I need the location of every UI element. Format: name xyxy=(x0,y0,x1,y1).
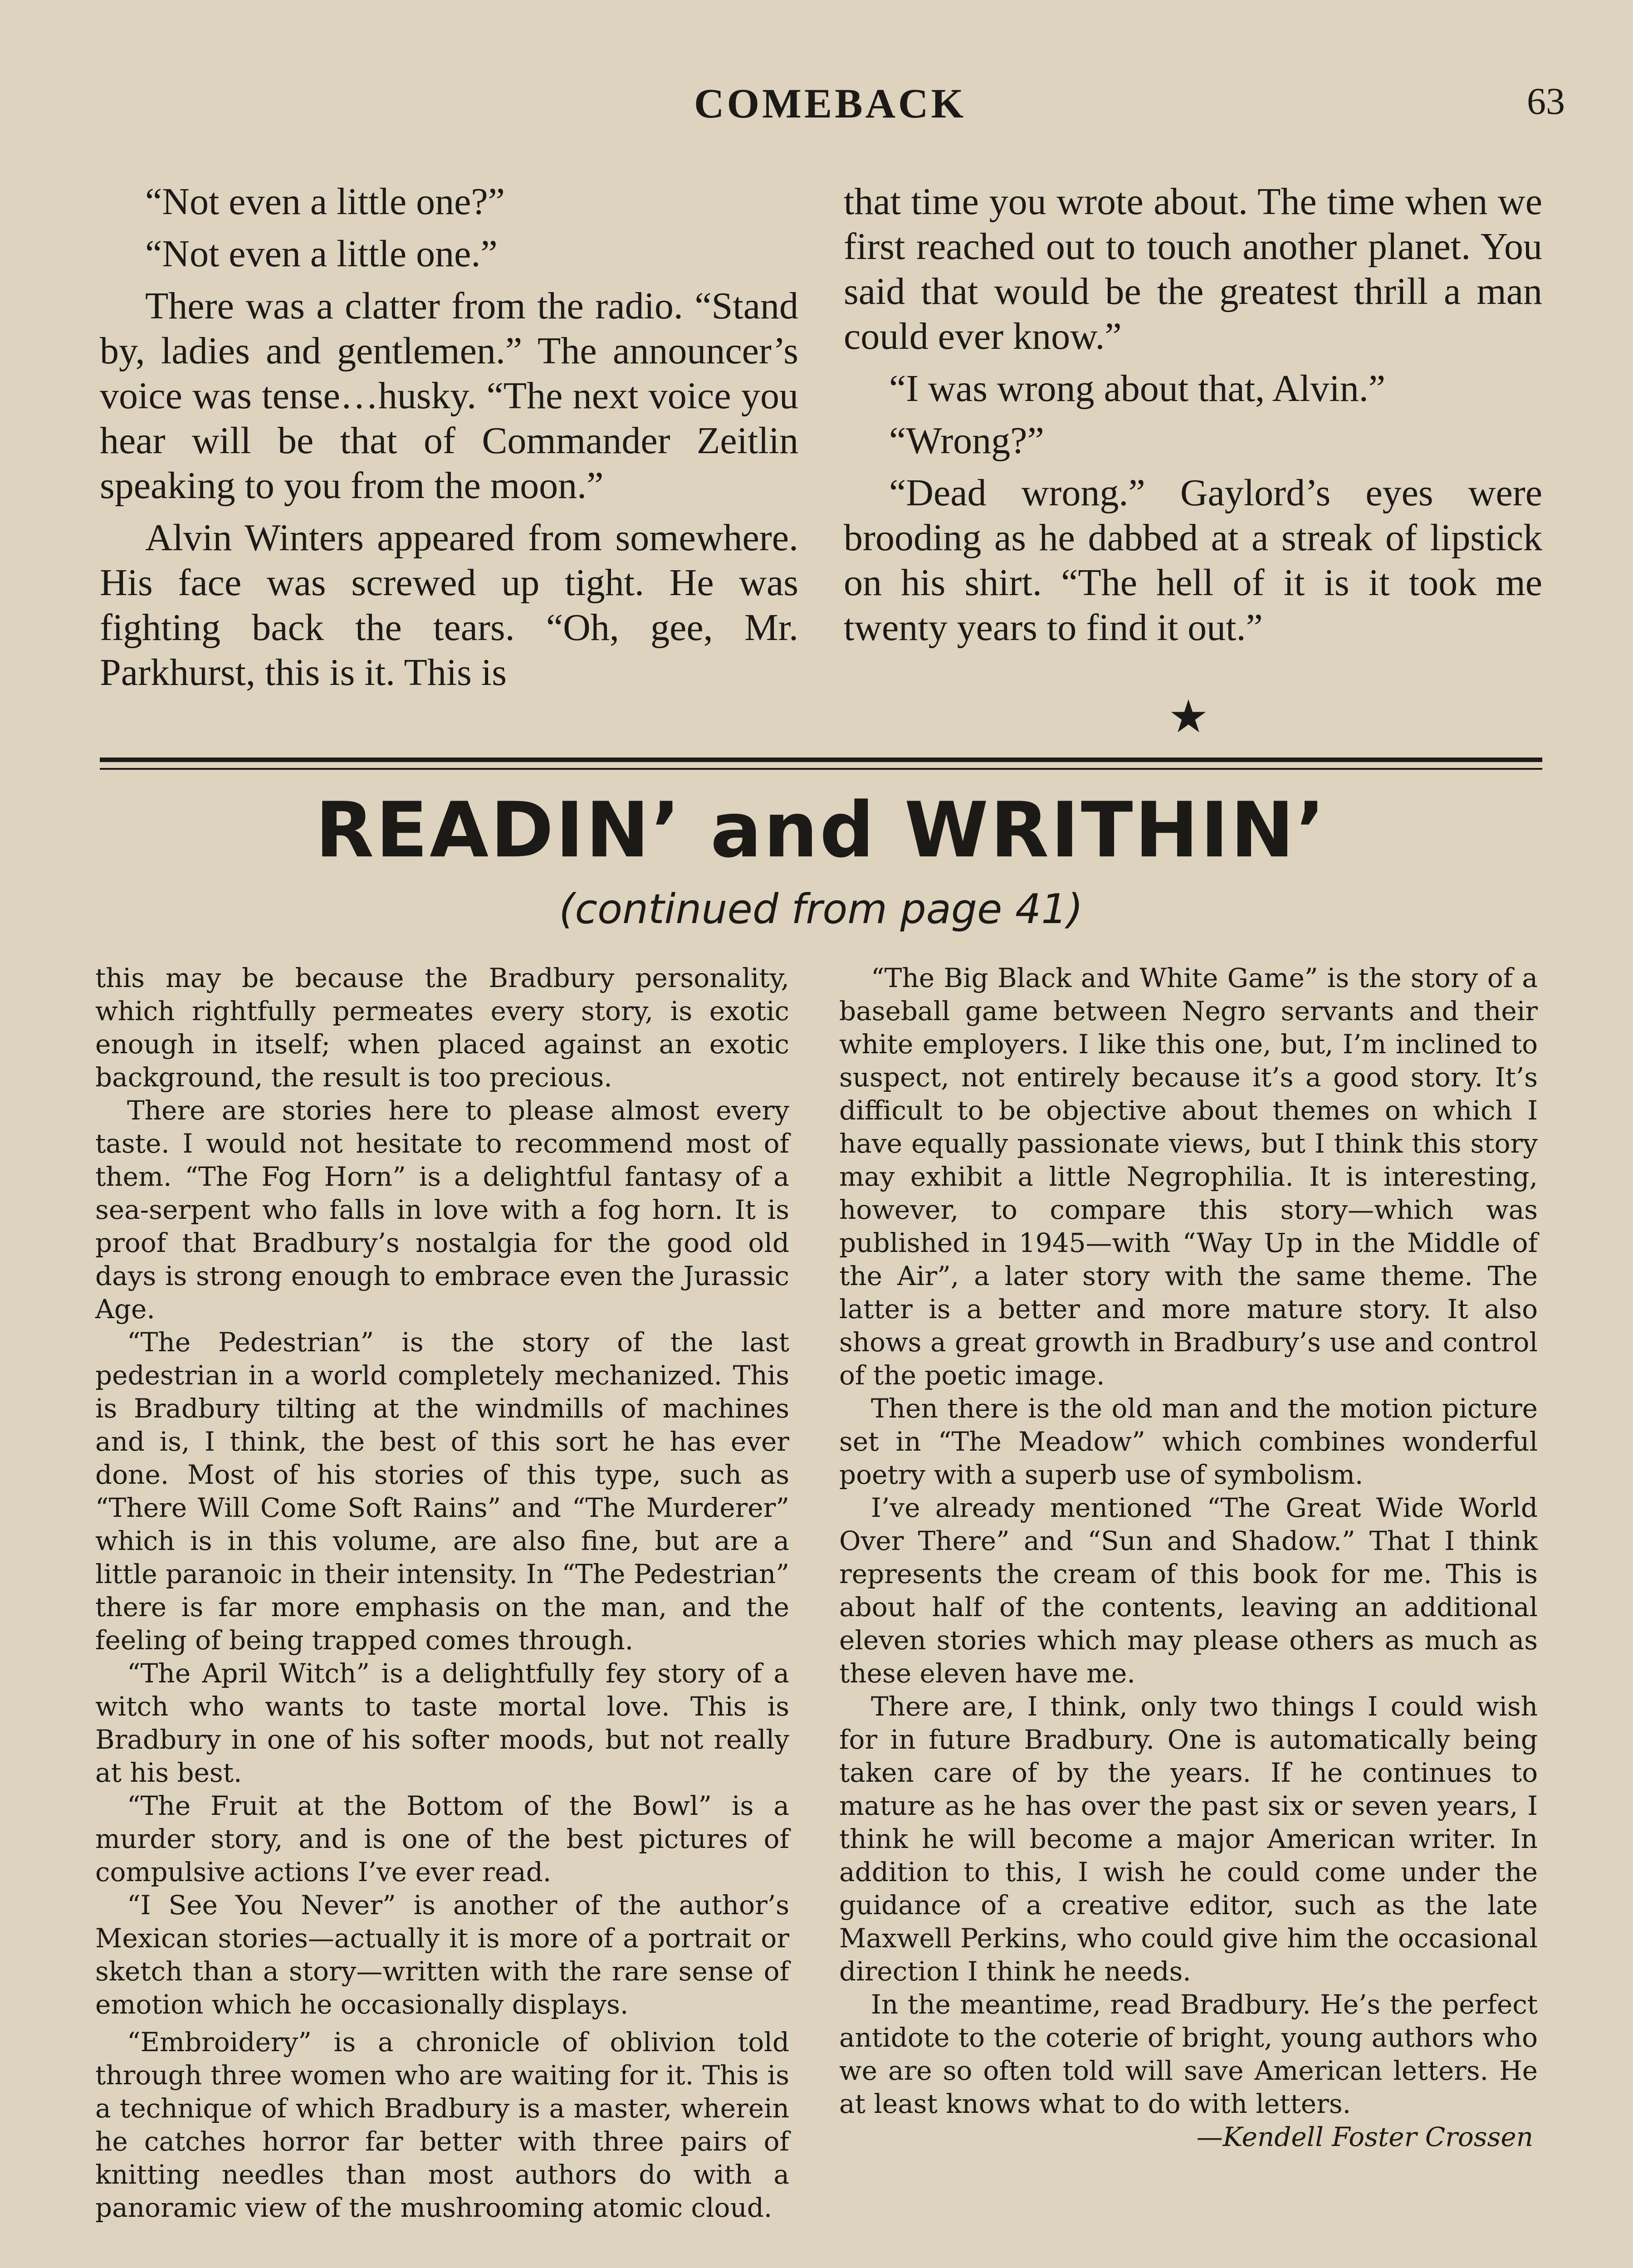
review-paragraph: “The Pedestrian” is the story of the last pedestrian in a world completely mechanized. This is Bradbury tilting at the windmills of machines and is, I think, the best of this sort he has ever done. Most of his stories of this type, such as “There Will Come Soft Rains” and “The Murderer” which is in this volume, are also fine, but are a little paranoic in their intensity. In “The Pedestrian” there is far more emphasis on the man, and the feeling of being trapped comes through. xyxy=(95,1327,789,1656)
review-paragraph: There are, I think, only two things I could wish for in future Bradbury. One is automatically being taken care of by the years. If he continues to mature as he has over the past six or seven years, I think he will become a major American writer. In addition to this, I wish he could come under the guidance of a creative editor, such as the late Maxwell Perkins, who could give him the occasional direction I think he needs. xyxy=(839,1691,1538,1987)
review-paragraph: “The Big Black and White Game” is the story of a baseball game between Negro servants and their white employers. I like this one, but, I’m inclined to suspect, not entirely because it’s a good story. It’s difficult to be objective about themes on which I have equally passionate views, but I think this story may exhibit a little Negrophilia. It is interesting, however, to compare this story—which was published in 1945—with “Way Up in the Middle of the Air”, a later story with the same theme. The latter is a better and more mature story. It also shows a great growth in Bradbury’s use and control of the poetic image. xyxy=(839,963,1538,1391)
story-paragraph: “Not even a little one.” xyxy=(145,233,498,275)
author-signature: —Kendell Foster Crossen xyxy=(1196,2121,1533,2152)
review-paragraph: Then there is the old man and the motion picture set in “The Meadow” which combines wonderful poetry with a superb use of symbolism. xyxy=(839,1393,1538,1490)
story-paragraph: Alvin Winters appeared from somewhere. His face was screwed up tight. He was fighting back the tears. “Oh, gee, Mr. Parkhurst, this is it. This is xyxy=(100,517,798,694)
review-column-left xyxy=(95,962,789,2268)
review-column-right xyxy=(839,962,1538,2268)
story-column-left xyxy=(100,179,798,742)
review-paragraph: There are stories here to please almost every taste. I would not hesitate to recommend most of them. “The Fog Horn” is a delightful fantasy of a sea-serpent who falls in love with a fog horn. It is proof that Bradbury’s nostalgia for the good old days is strong enough to embrace even the Jurassic Age. xyxy=(95,1095,789,1325)
story-end-star: ★ xyxy=(1168,690,1209,743)
section-rule-thick xyxy=(100,758,1542,762)
story-paragraph: that time you wrote about. The time when we first reached out to touch another planet. You said that would be the greatest thrill a man could ever know.” xyxy=(844,181,1542,357)
story-paragraph: “I was wrong about that, Alvin.” xyxy=(889,367,1386,410)
review-paragraph: I’ve already mentioned “The Great Wide World Over There” and “Sun and Shadow.” That I think represents the cream of this book for me. This is about half of the contents, leaving an additional eleven stories which may please others as much as these eleven have me. xyxy=(839,1492,1538,1689)
article-headline: READIN’ and WRITHIN’ xyxy=(315,786,1327,875)
review-paragraph: “Embroidery” is a chronicle of oblivion told through three women who are waiting for it. This is a technique of which Bradbury is a master, wherein he catches horror far better with three pairs of knitting needles than most authors do with a panoramic view of the mushrooming atomic cloud. xyxy=(95,2027,789,2223)
review-paragraph: this may be because the Bradbury personality, which rightfully permeates every story, is exotic enough in itself; when placed against an exotic background, the result is too precious. xyxy=(95,963,789,1093)
story-paragraph: “Wrong?” xyxy=(889,420,1044,462)
story-paragraph: There was a clatter from the radio. “Stand by, ladies and gentlemen.” The announcer’s voice was tense…husky. “The next voice you hear will be that of Commander Zeitlin speaking to you from the moon.” xyxy=(100,285,798,507)
running-title: COMEBACK xyxy=(694,80,966,127)
section-rule-thin xyxy=(100,768,1542,770)
continued-note: (continued from page 41) xyxy=(559,885,1083,933)
story-paragraph: “Not even a little one?” xyxy=(145,181,505,223)
review-paragraph: “The Fruit at the Bottom of the Bowl” is a murder story, and is one of the best pictures of compulsive actions I’ve ever read. xyxy=(95,1790,789,1887)
review-paragraph: “I See You Never” is another of the author’s Mexican stories—actually it is more of a portrait or sketch than a story—written with the rare sense of emotion which he occasionally displays. xyxy=(95,1890,789,2020)
page-number: 63 xyxy=(1527,80,1565,122)
running-head xyxy=(0,79,1633,129)
story-paragraph: “Dead wrong.” Gaylord’s eyes were brooding as he dabbed at a streak of lipstick on his shirt. “The hell of it is it took me twenty years to find it out.” xyxy=(844,472,1542,649)
review-paragraph: “The April Witch” is a delightfully fey story of a witch who wants to taste mortal love. This is Bradbury in one of his softer moods, but not really at his best. xyxy=(95,1658,789,1788)
review-paragraph: In the meantime, read Bradbury. He’s the perfect antidote to the coterie of bright, young authors who we are so often told will save American letters. He at least knows what to do with letters. xyxy=(839,1989,1538,2119)
story-column-right xyxy=(844,179,1542,742)
